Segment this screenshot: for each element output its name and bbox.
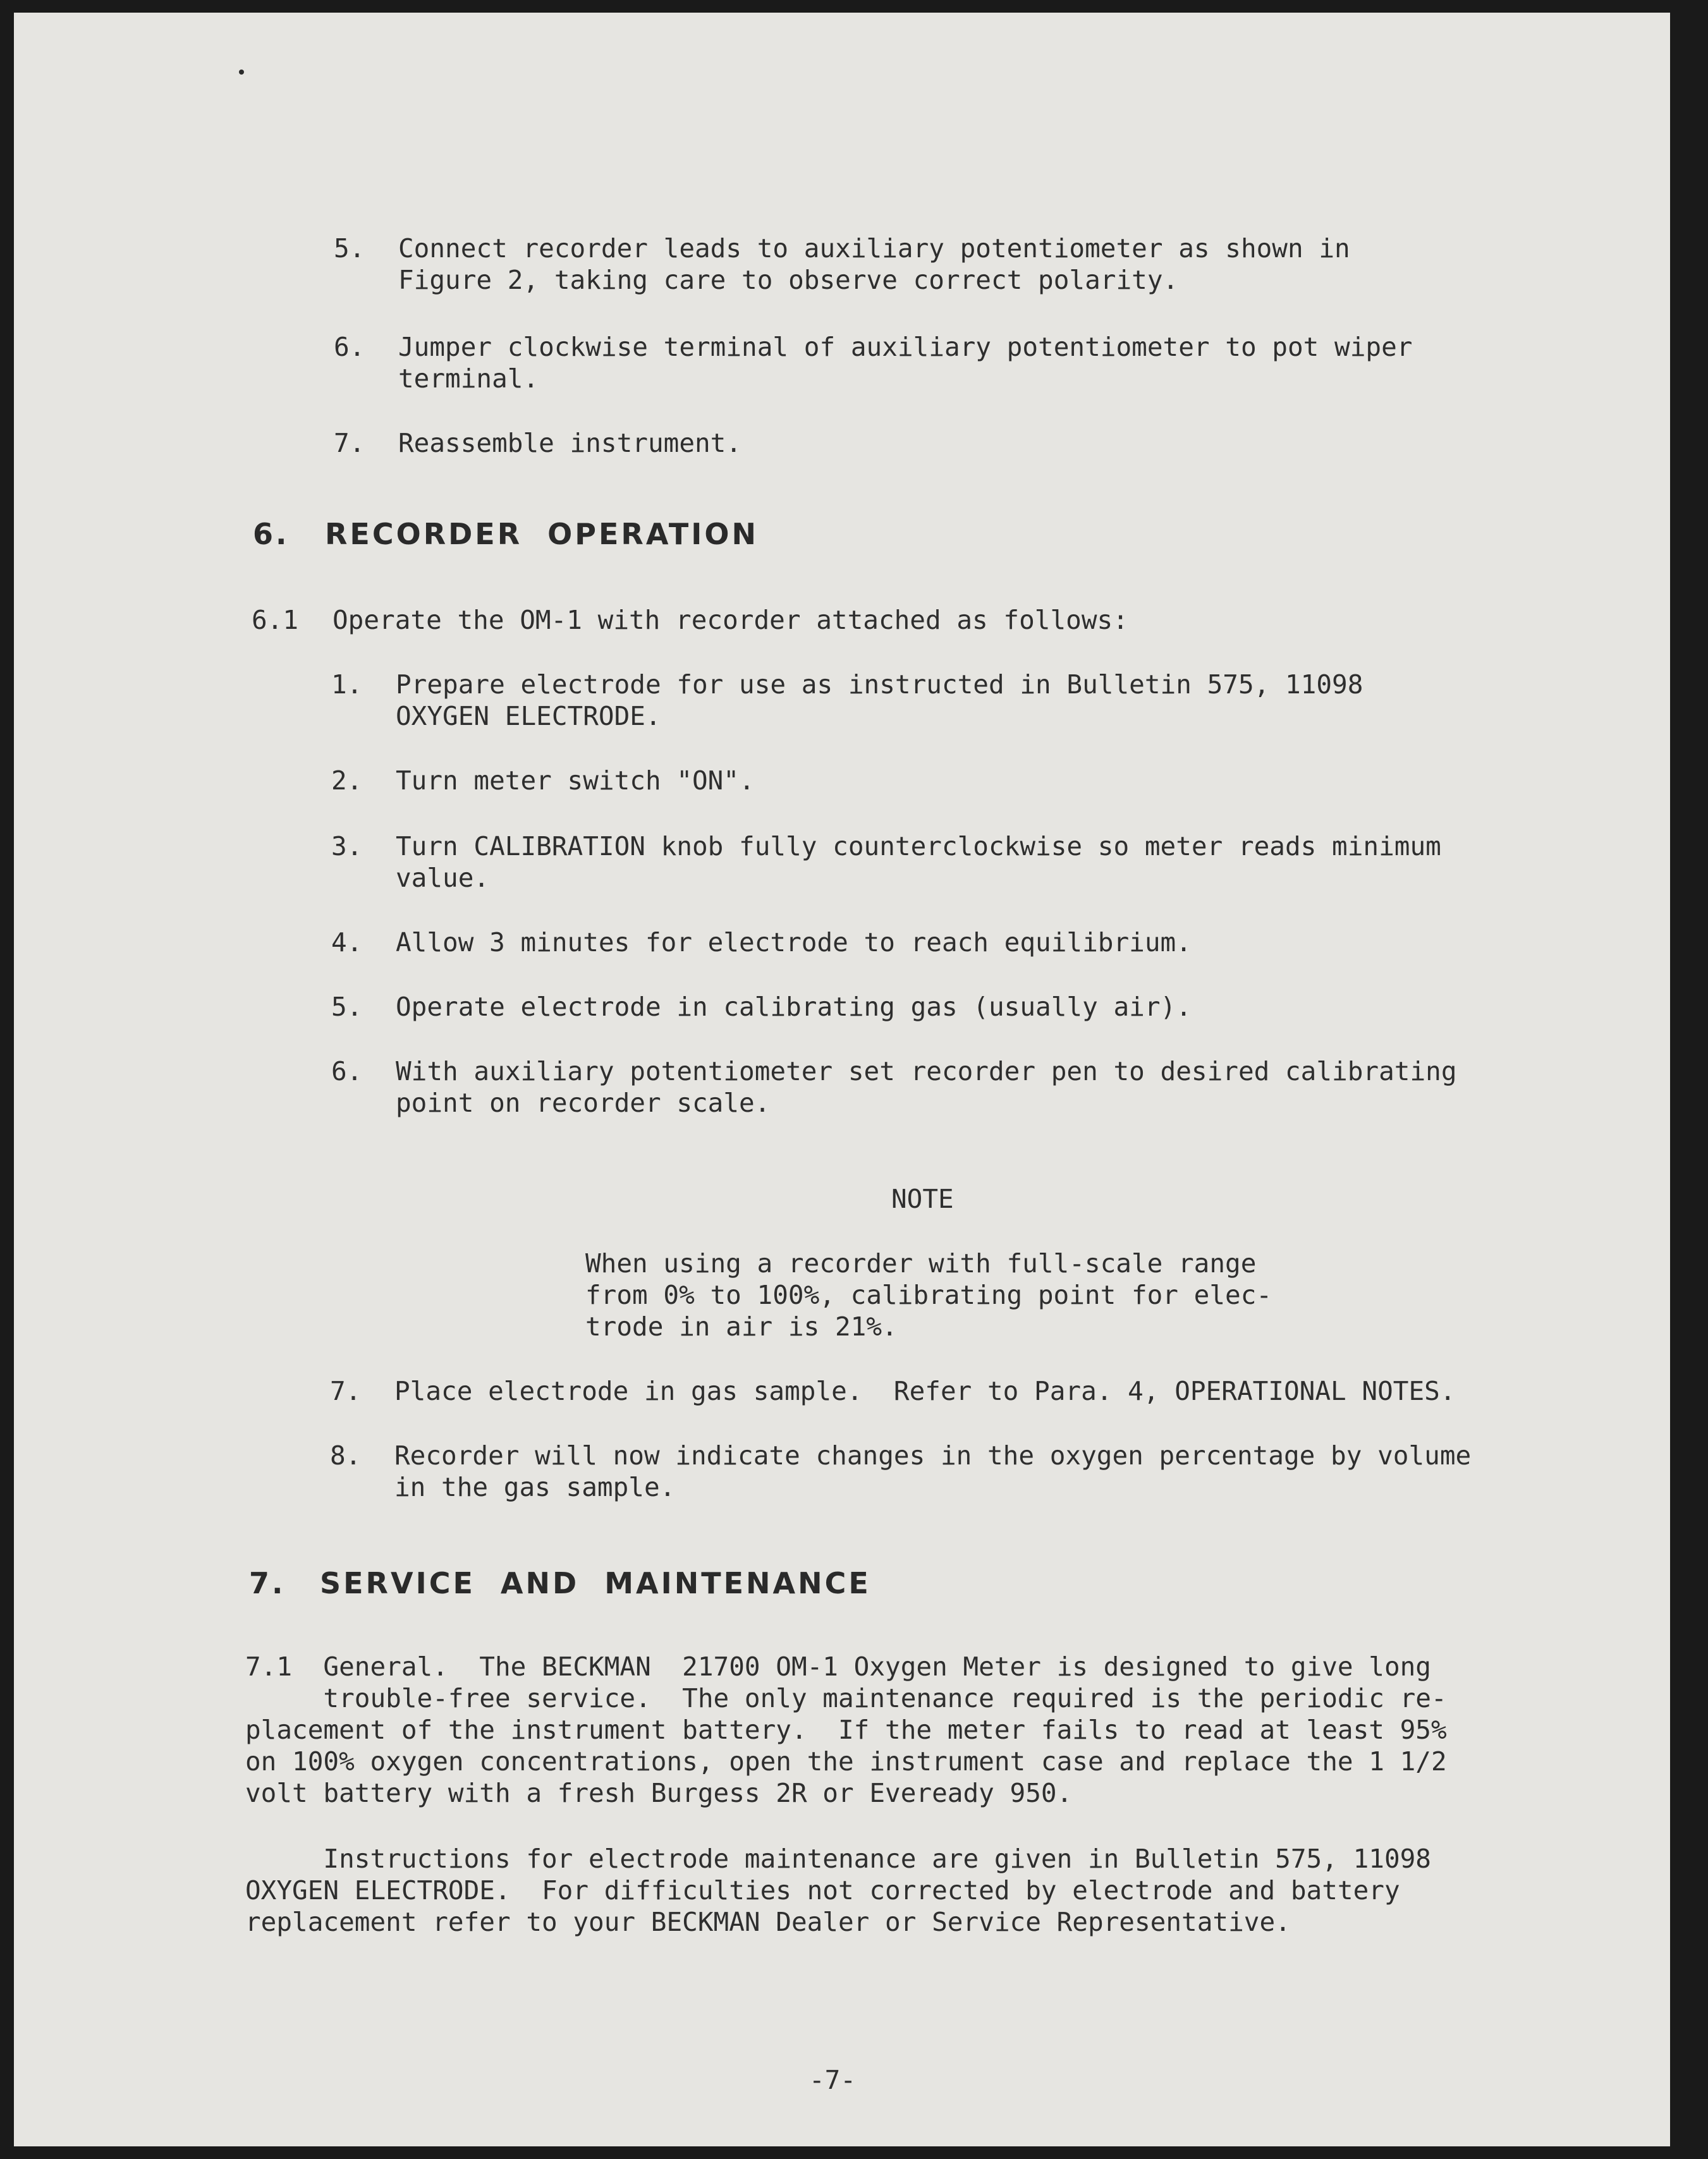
page-number: -7- bbox=[809, 2065, 857, 2095]
paragraph-text: Operate the OM-1 with recorder attached as follows: bbox=[332, 605, 1128, 635]
note-title: NOTE bbox=[891, 1184, 954, 1214]
paragraph-text: replacement refer to your BECKMAN Dealer or Service Representative. bbox=[245, 1907, 1291, 1937]
step-text: value. bbox=[396, 863, 490, 893]
step-text: point on recorder scale. bbox=[396, 1088, 771, 1118]
step-text: Operate electrode in calibrating gas (usually air). bbox=[396, 992, 1192, 1022]
paragraph-text: volt battery with a fresh Burgess 2R or Eveready 950. bbox=[245, 1778, 1073, 1808]
step-text: Turn meter switch "ON". bbox=[396, 765, 755, 796]
section-number: 6. bbox=[253, 517, 290, 551]
step-number: 7. bbox=[334, 428, 365, 458]
section-number: 7. bbox=[249, 1566, 286, 1600]
paragraph-text: trouble-free service. The only maintenance required is the periodic re- bbox=[245, 1683, 1447, 1713]
step-text: With auxiliary potentiometer set recorder pen to desired calibrating bbox=[396, 1056, 1457, 1086]
step-text: Turn CALIBRATION knob fully counterclockwise so meter reads minimum bbox=[396, 831, 1441, 861]
step-number: 8. bbox=[330, 1440, 362, 1471]
section-heading: RECORDER OPERATION bbox=[325, 517, 759, 551]
step-number: 2. bbox=[331, 765, 363, 796]
paragraph-text: OXYGEN ELECTRODE. For difficulties not corrected by electrode and battery bbox=[245, 1875, 1400, 1906]
step-number: 6. bbox=[334, 332, 365, 362]
step-text: OXYGEN ELECTRODE. bbox=[396, 701, 661, 731]
step-text: in the gas sample. bbox=[394, 1472, 676, 1502]
step-text: Prepare electrode for use as instructed in Bulletin 575, 11098 bbox=[396, 669, 1363, 700]
step-number: 5. bbox=[334, 233, 365, 264]
step-text: Place electrode in gas sample. Refer to Para. 4, OPERATIONAL NOTES. bbox=[394, 1376, 1456, 1406]
step-number: 7. bbox=[330, 1376, 362, 1406]
step-text: Recorder will now indicate changes in the oxygen percentage by volume bbox=[394, 1440, 1472, 1471]
step-number: 5. bbox=[331, 992, 363, 1022]
paragraph-text: Instructions for electrode maintenance are given in Bulletin 575, 11098 bbox=[245, 1844, 1431, 1874]
section-heading: SERVICE AND MAINTENANCE bbox=[320, 1566, 871, 1600]
paragraph-number: 6.1 bbox=[252, 605, 299, 635]
step-text: Jumper clockwise terminal of auxiliary potentiometer to pot wiper bbox=[398, 332, 1413, 362]
step-text: terminal. bbox=[398, 363, 539, 394]
note-text: from 0% to 100%, calibrating point for elec- bbox=[585, 1280, 1272, 1310]
step-number: 1. bbox=[331, 669, 363, 700]
paragraph-text: on 100% oxygen concentrations, open the instrument case and replace the 1 1/2 bbox=[245, 1746, 1447, 1777]
paragraph-text: 7.1 General. The BECKMAN 21700 OM-1 Oxygen Meter is designed to give long bbox=[245, 1651, 1431, 1682]
note-text: trode in air is 21%. bbox=[585, 1311, 898, 1342]
step-text: Allow 3 minutes for electrode to reach equilibrium. bbox=[396, 927, 1192, 958]
note-text: When using a recorder with full-scale range bbox=[585, 1248, 1257, 1279]
step-number: 4. bbox=[331, 927, 363, 958]
punch-mark bbox=[239, 70, 244, 75]
step-number: 3. bbox=[331, 831, 363, 861]
paragraph-text: placement of the instrument battery. If the meter fails to read at least 95% bbox=[245, 1715, 1447, 1745]
step-text: Reassemble instrument. bbox=[398, 428, 742, 458]
step-text: Connect recorder leads to auxiliary potentiometer as shown in bbox=[398, 233, 1350, 264]
step-text: Figure 2, taking care to observe correct polarity. bbox=[398, 265, 1179, 295]
step-number: 6. bbox=[331, 1056, 363, 1086]
